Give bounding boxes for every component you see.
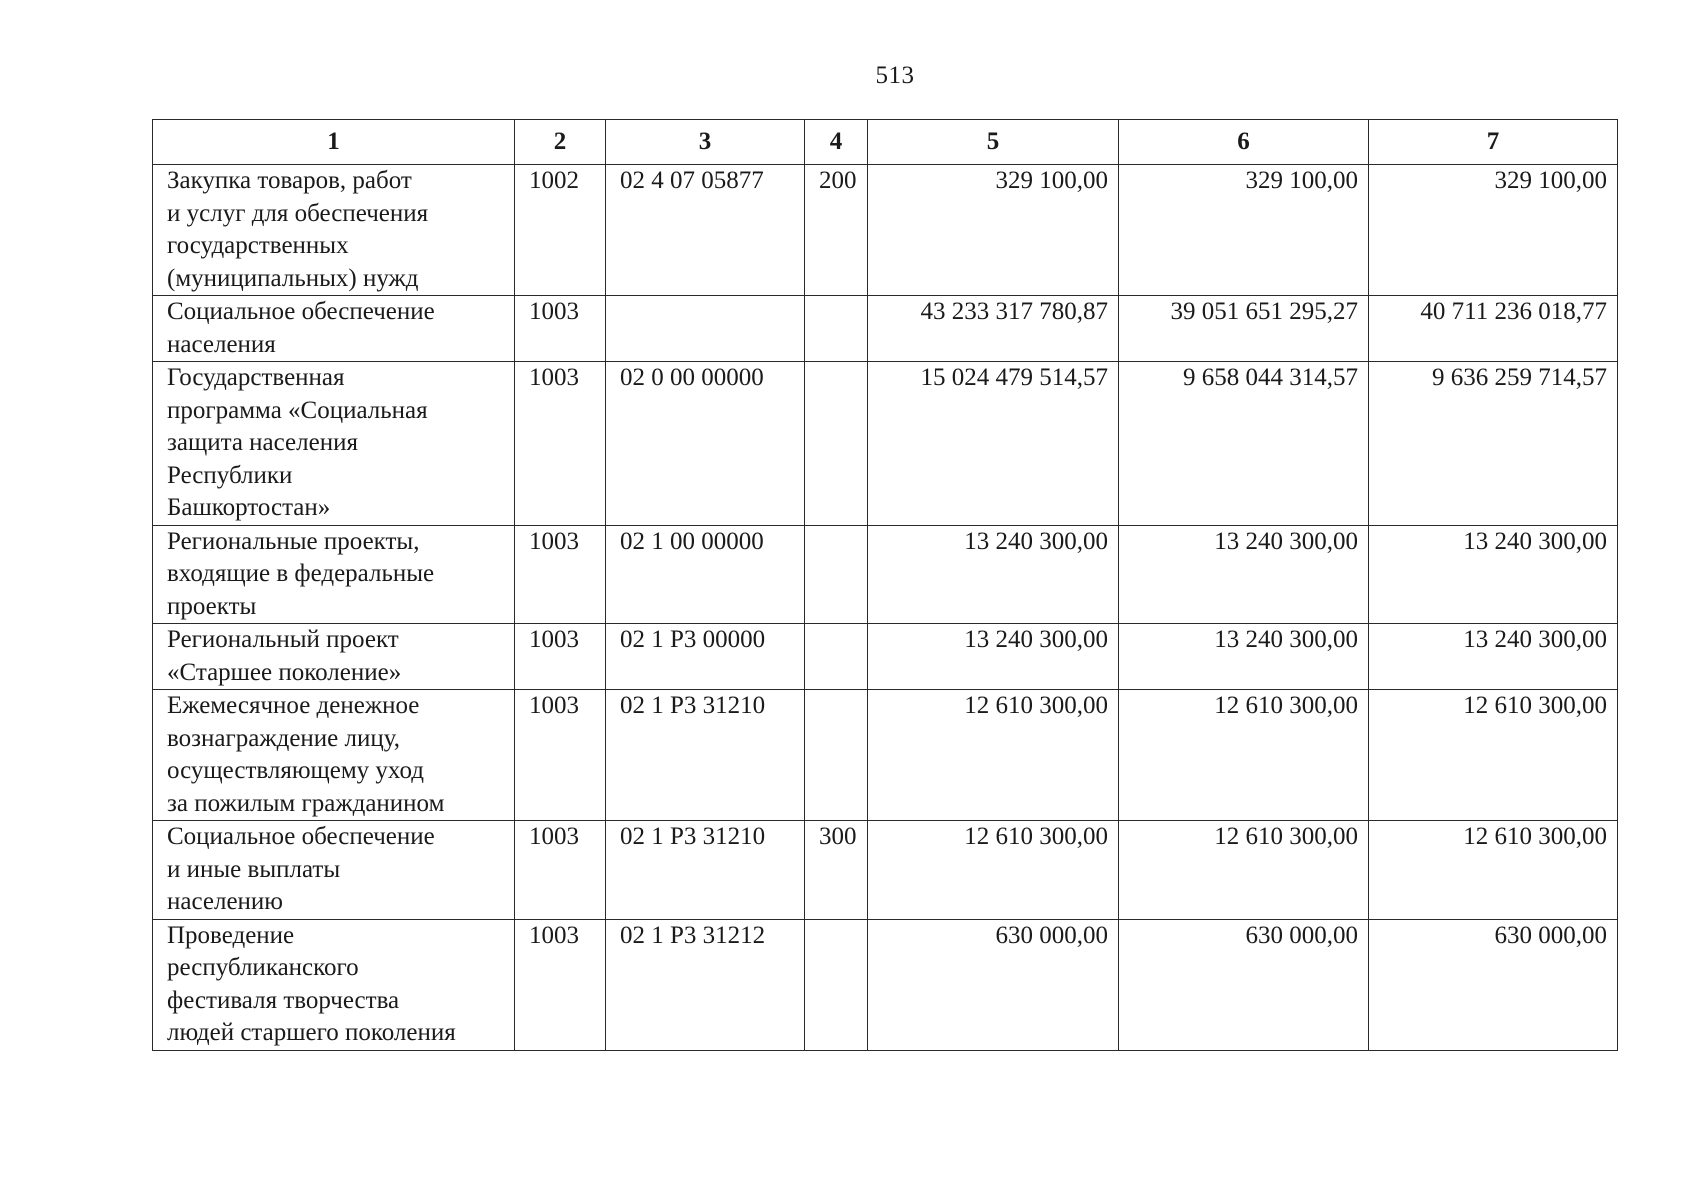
row-name-line: программа «Социальная [167,396,428,424]
row-name-line: и услуг для обеспечения [167,199,429,227]
row-name [153,690,515,821]
table-row [153,624,1618,690]
row-name-line: Государственная [167,364,345,391]
row-name-line: Республики [167,461,293,489]
table-row [153,296,1618,362]
amount-col-7: 9 636 259 714,57 [1369,362,1618,526]
table-row [153,690,1618,821]
amount-col-5: 630 000,00 [868,919,1119,1050]
amount-col-6: 39 051 651 295,27 [1119,296,1369,362]
row-name-line: и иные выплаты [167,855,341,883]
expense-type-code: 200 [805,165,868,296]
expense-type-code [805,919,868,1050]
amount-col-5: 15 024 479 514,57 [868,362,1119,526]
row-name-line: государственных [167,232,349,259]
target-article-code: 02 1 P3 31210 [606,821,805,920]
row-name-line: людей старшего поколения [167,1019,456,1046]
amount-col-5: 12 610 300,00 [868,690,1119,821]
row-name-line: республиканского [167,954,359,981]
row-name-line: Ежемесячное денежное [167,692,420,719]
row-name [153,165,515,296]
row-name-line: защита населения [167,429,358,456]
amount-col-7: 12 610 300,00 [1369,690,1618,821]
table-row [153,165,1618,296]
amount-col-6: 13 240 300,00 [1119,525,1369,624]
amount-col-7: 329 100,00 [1369,165,1618,296]
row-name [153,525,515,624]
row-name-line: вознаграждение лицу, [167,724,401,752]
expense-type-code [805,296,868,362]
table-row [153,525,1618,624]
amount-col-5: 13 240 300,00 [868,624,1119,690]
table-row [153,821,1618,920]
row-name-line: за пожилым гражданином [167,789,445,817]
target-article-code: 02 4 07 05877 [606,165,805,296]
column-header: 3 [606,120,805,165]
row-name-line: (муниципальных) нужд [167,264,419,292]
row-name-line: Региональные проекты, [167,527,420,555]
target-article-code: 02 1 00 00000 [606,525,805,624]
amount-col-5: 43 233 317 780,87 [868,296,1119,362]
expense-type-code [805,690,868,821]
section-code: 1003 [515,362,606,526]
amount-col-5: 12 610 300,00 [868,821,1119,920]
section-code: 1002 [515,165,606,296]
section-code: 1003 [515,525,606,624]
amount-col-6: 13 240 300,00 [1119,624,1369,690]
column-header: 1 [153,120,515,165]
row-name-line: Региональный проект [167,626,399,653]
row-name-line: входящие в федеральные [167,560,435,587]
row-name-line: Социальное обеспечение [167,823,435,850]
row-name-line: проекты [167,592,257,620]
table-row [153,919,1618,1050]
amount-col-5: 13 240 300,00 [868,525,1119,624]
row-name-line: «Старшее поколение» [167,658,402,686]
row-name-line: фестиваля творчества [167,986,400,1014]
row-name [153,362,515,526]
column-header: 7 [1369,120,1618,165]
expense-type-code [805,362,868,526]
section-code: 1003 [515,919,606,1050]
row-name-line: населению [167,888,283,915]
amount-col-5: 329 100,00 [868,165,1119,296]
target-article-code [606,296,805,362]
column-header: 5 [868,120,1119,165]
expense-type-code [805,624,868,690]
expense-type-code [805,525,868,624]
row-name [153,919,515,1050]
table-row [153,362,1618,526]
budget-table [152,119,1618,1051]
row-name-line: Закупка товаров, работ [167,167,412,194]
page-number: 513 [875,62,915,89]
section-code: 1003 [515,296,606,362]
amount-col-6: 329 100,00 [1119,165,1369,296]
expense-type-code: 300 [805,821,868,920]
amount-col-7: 40 711 236 018,77 [1369,296,1618,362]
amount-col-6: 12 610 300,00 [1119,821,1369,920]
target-article-code: 02 0 00 00000 [606,362,805,526]
row-name-line: Башкортостан» [167,494,331,521]
row-name [153,296,515,362]
row-name-line: населения [167,330,276,358]
row-name-line: Проведение [167,921,295,949]
amount-col-6: 12 610 300,00 [1119,690,1369,821]
target-article-code: 02 1 P3 31210 [606,690,805,821]
amount-col-7: 13 240 300,00 [1369,525,1618,624]
target-article-code: 02 1 P3 00000 [606,624,805,690]
row-name-line: осуществляющему уход [167,757,424,784]
section-code: 1003 [515,821,606,920]
target-article-code: 02 1 P3 31212 [606,919,805,1050]
amount-col-6: 9 658 044 314,57 [1119,362,1369,526]
row-name-line: Социальное обеспечение [167,298,435,325]
amount-col-7: 12 610 300,00 [1369,821,1618,920]
row-name [153,624,515,690]
column-header: 2 [515,120,606,165]
row-name [153,821,515,920]
column-header: 6 [1119,120,1369,165]
amount-col-7: 13 240 300,00 [1369,624,1618,690]
amount-col-7: 630 000,00 [1369,919,1618,1050]
table-header-row [153,120,1618,165]
section-code: 1003 [515,690,606,821]
column-header: 4 [805,120,868,165]
amount-col-6: 630 000,00 [1119,919,1369,1050]
section-code: 1003 [515,624,606,690]
